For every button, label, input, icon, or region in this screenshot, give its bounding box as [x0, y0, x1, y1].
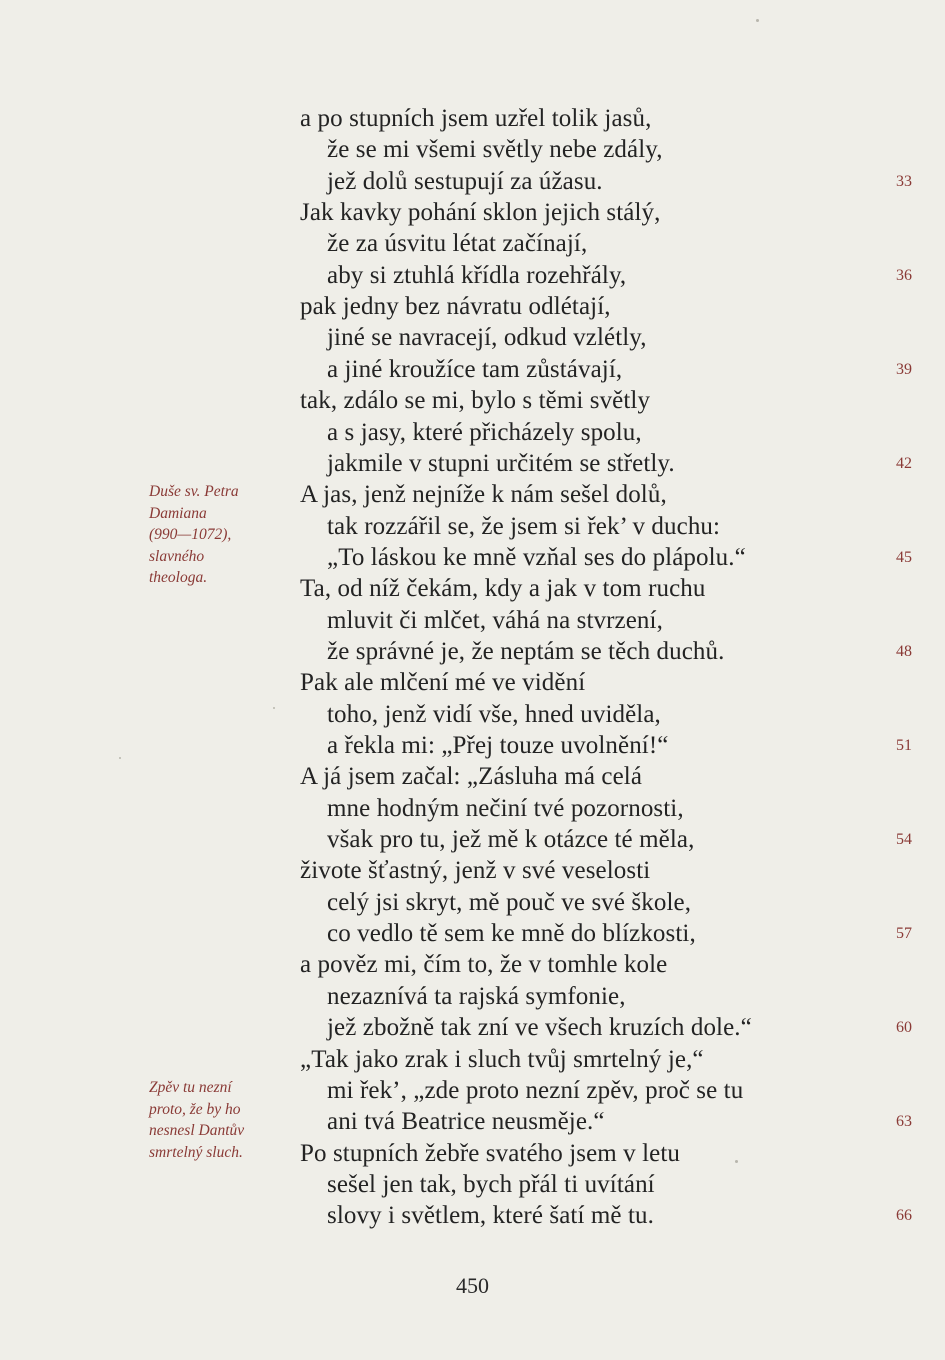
verse-line: pak jedny bez návratu odlétají, [300, 293, 611, 321]
page-number: 450 [456, 1273, 489, 1298]
verse-line: mne hodným nečiní tvé pozornosti, [327, 794, 684, 822]
verse-line: co vedlo tě sem ke mně do blízkosti, [327, 920, 696, 948]
verse-line: „Tak jako zrak i sluch tvůj smrtelný je,“ [300, 1045, 704, 1073]
verse-line: Pak ale mlčení mé ve vidění [300, 669, 586, 697]
margin-gloss-petrus-damianus: Duše sv. Petra Damiana (990—1072), slavného theologa. [149, 483, 239, 586]
verse-line: a s jasy, které přicházely spolu, [327, 418, 642, 446]
paper-speck [119, 757, 121, 759]
verse-line-number: 51 [896, 737, 912, 754]
verse-line: že správné je, že neptám se těch duchů. [327, 637, 725, 665]
verse-line: však pro tu, jež mě k otázce té měla, [327, 826, 695, 854]
paper-speck [273, 707, 275, 709]
verse-line: Po stupních žebře svatého jsem v letu [300, 1139, 681, 1167]
verse-line: slovy i světlem, které šatí mě tu. [327, 1202, 654, 1230]
verse-line: tak rozzářil se, že jsem si řek’ v duchu: [327, 512, 721, 540]
margin-gloss-no-song: Zpěv tu nezní proto, že by ho nesnesl Dantův smrtelný sluch. [149, 1079, 245, 1161]
verse-line: „To láskou ke mně vzňal ses do plápolu.“ [327, 543, 746, 571]
verse-line: toho, jenž vidí vše, hned uviděla, [327, 700, 661, 728]
verse-line: jež zbožně tak zní ve všech kruzích dole.“ [327, 1014, 752, 1042]
verse-line: sešel jen tak, bych přál ti uvítání [327, 1170, 655, 1198]
verse-line: a řekla mi: „Přej touze uvolnění!“ [327, 732, 669, 759]
verse-line-number: 36 [896, 266, 912, 284]
verse-line-number: 39 [896, 360, 912, 378]
verse-line: že se mi všemi světly nebe zdály, [327, 136, 663, 164]
verse-line: Ta, od níž čekám, kdy a jak v tom ruchu [300, 575, 706, 603]
verse-line: A já jsem začal: „Zásluha má celá [300, 763, 643, 791]
verse-line: A jas, jenž nejníže k nám sešel dolů, [300, 481, 667, 509]
verse-line-number: 45 [896, 548, 912, 566]
verse-line: nezaznívá ta rajská symfonie, [327, 982, 626, 1010]
verse-line: ani tvá Beatrice neusměje.“ [327, 1108, 605, 1136]
verse-line: tak, zdálo se mi, bylo s těmi světly [300, 387, 651, 415]
verse-line: Jak kavky pohání sklon jejich stálý, [300, 199, 661, 227]
verse-line: jakmile v stupni určitém se střetly. [327, 449, 675, 477]
verse-line: mi řek’, „zde proto nezní zpěv, proč se tu [327, 1076, 744, 1104]
verse-line: a po stupních jsem uzřel tolik jasů, [300, 105, 652, 132]
verse-line-number: 33 [896, 172, 912, 190]
verse-line: jež dolů sestupují za úžasu. [327, 167, 603, 195]
verse-line: a pověz mi, čím to, že v tomhle kole [300, 951, 668, 979]
verse-line-number: 57 [896, 925, 912, 943]
paper-speck [735, 1160, 738, 1163]
verse-line: že za úsvitu létat začínají, [327, 230, 588, 258]
verse-line: jiné se navracejí, odkud vzlétly, [327, 324, 647, 352]
verse-line-number: 66 [896, 1207, 912, 1225]
verse-line-number: 54 [896, 831, 912, 849]
verse-line-number: 60 [896, 1019, 912, 1037]
verse-line: aby si ztuhlá křídla rozehřály, [327, 261, 627, 289]
verse-line-number: 63 [896, 1113, 912, 1131]
verse-line: živote šťastný, jenž v své veselosti [300, 857, 651, 885]
paper-speck [756, 19, 759, 22]
verse-line-number: 42 [896, 454, 912, 472]
verse-line-number: 48 [896, 642, 912, 660]
verse-line: a jiné kroužíce tam zůstávají, [327, 355, 623, 383]
verse-line: mluvit či mlčet, váhá na stvrzení, [327, 606, 663, 634]
verse-line: celý jsi skryt, mě pouč ve své škole, [327, 888, 692, 916]
